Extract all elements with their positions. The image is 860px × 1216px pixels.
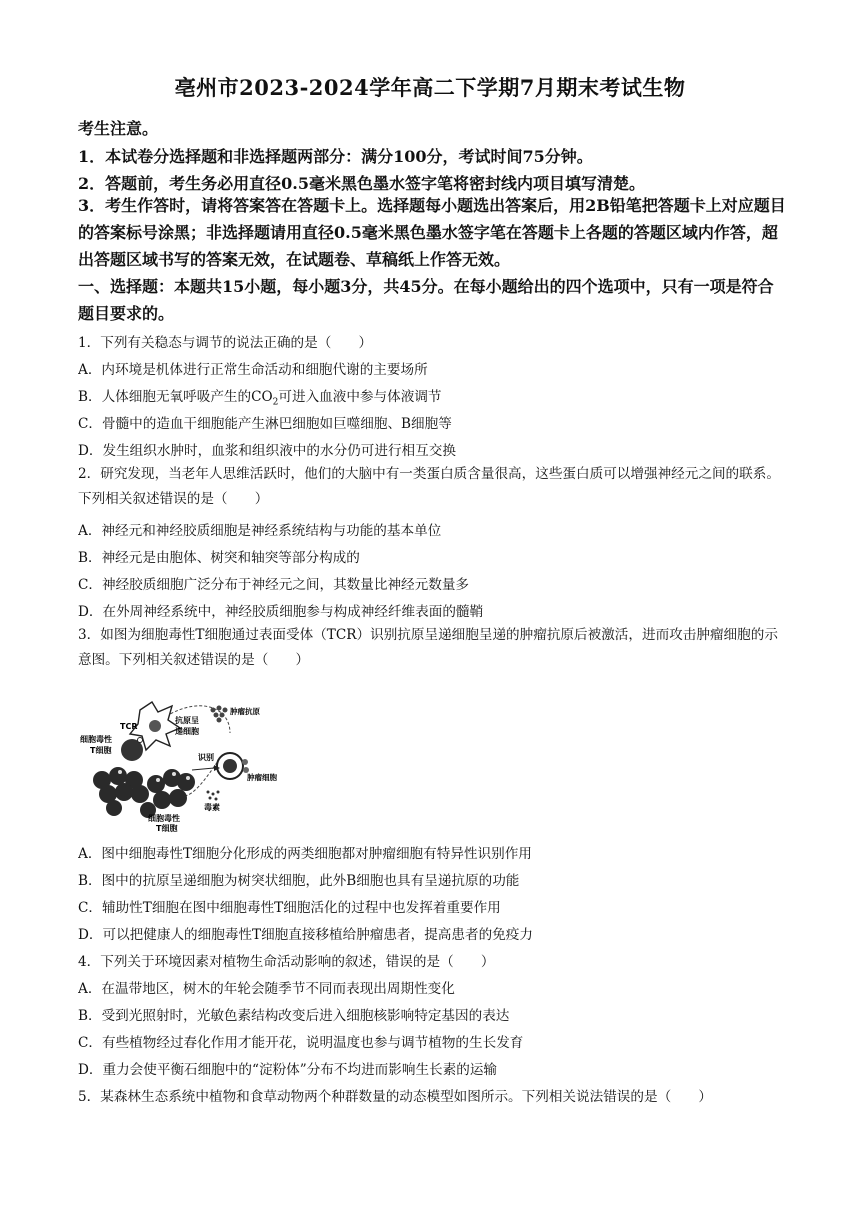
label-recognize: 识别 — [198, 753, 214, 762]
q4-option-a: A．在温带地区，树木的年轮会随季节不同而表现出周期性变化 — [78, 981, 455, 997]
q2-option-b: B．神经元是由胞体、树突和轴突等部分构成的 — [78, 550, 360, 566]
label-ctl-bottom-1: 细胞毒性 — [148, 814, 180, 823]
q3-stem: 3．如图为细胞毒性T细胞通过表面受体（TCR）识别抗原呈递细胞呈递的肿瘤抗原后被激活，进而攻击肿瘤细胞的示意图。下列相关叙述错误的是（ ） — [78, 627, 778, 668]
label-ctl-bottom-2: T细胞 — [156, 824, 178, 833]
label-apc-1: 抗原呈 — [175, 716, 199, 725]
q4-option-c: C．有些植物经过春化作用才能开花，说明温度也参与调节植物的生长发育 — [78, 1035, 524, 1051]
label-ctl-top-2: T细胞 — [90, 746, 112, 755]
notice-header: 考生注意。 — [78, 119, 159, 138]
q4-stem: 4．下列关于环境因素对植物生命活动影响的叙述，错误的是（ ） — [78, 954, 495, 970]
page-title: 亳州市2023-2024学年高二下学期7月期末考试生物 — [174, 75, 686, 100]
label-tcr: TCR — [120, 722, 138, 731]
q5-stem: 5．某森林生态系统中植物和食草动物两个种群数量的动态模型如图所示。下列相关说法错误的是（ ） — [78, 1089, 712, 1105]
q4-option-b: B．受到光照射时，光敏色素结构改变后进入细胞核影响特定基因的表达 — [78, 1008, 510, 1024]
q3-option-c: C．辅助性T细胞在图中细胞毒性T细胞活化的过程中也发挥着重要作用 — [78, 900, 501, 916]
q2-option-d: D．在外周神经系统中，神经胶质细胞参与构成神经纤维表面的髓鞘 — [78, 604, 484, 620]
immune-response-diagram — [80, 688, 280, 834]
section-heading: 一、选择题：本题共15小题，每小题3分，共45分。在每小题给出的四个选项中，只有一项是符合题目要求的。 — [78, 277, 774, 323]
q2-option-a: A．神经元和神经胶质细胞是神经系统结构与功能的基本单位 — [78, 523, 442, 539]
q2-stem: 2．研究发现，当老年人思维活跃时，他们的大脑中有一类蛋白质含量很高，这些蛋白质可以增强神经元之间的联系。下列相关叙述错误的是（ ） — [78, 466, 780, 507]
label-tumor-antigen: 肿瘤抗原 — [230, 707, 260, 716]
q3-option-a: A．图中细胞毒性T细胞分化形成的两类细胞都对肿瘤细胞有特异性识别作用 — [78, 846, 532, 862]
notice-item-1: 1．本试卷分选择题和非选择题两部分：满分100分，考试时间75分钟。 — [78, 147, 593, 166]
label-ctl-top-1: 细胞毒性 — [80, 735, 112, 744]
q1-option-b: B．人体细胞无氧呼吸产生的$CO_2$可进入血液中参与体液调节 — [78, 389, 442, 408]
q1-option-a: A．内环境是机体进行正常生命活动和细胞代谢的主要场所 — [78, 362, 428, 378]
q1-option-d: D．发生组织水肿时，血浆和组织液中的水分仍可进行相互交换 — [78, 443, 456, 459]
notice-item-2: 2．答题前，考生务必用直径0.5毫米黑色墨水签字笔将密封线内项目填写清楚。 — [78, 174, 645, 193]
label-tumor-cell: 肿瘤细胞 — [247, 773, 277, 782]
q2-option-c: C．神经胶质细胞广泛分布于神经元之间，其数量比神经元数量多 — [78, 577, 470, 593]
q4-option-d: D．重力会使平衡石细胞中的“淀粉体”分布不均进而影响生长素的运输 — [78, 1062, 498, 1078]
label-apc-2: 递细胞 — [175, 727, 199, 736]
q1-stem: 1．下列有关稳态与调节的说法正确的是（ ） — [78, 335, 373, 351]
q3-option-b: B．图中的抗原呈递细胞为树突状细胞，此外B细胞也具有呈递抗原的功能 — [78, 873, 520, 889]
label-toxin: 毒素 — [204, 803, 220, 812]
notice-item-3: 3．考生作答时，请将答案答在答题卡上。选择题每小题选出答案后，用2B铅笔把答题卡上对应题目的答案标号涂黑；非选择题请用直径0.5毫米黑色墨水签字笔在答题卡上各题的答题区域内作答，超出答题区域书写的答案无效，在试题卷、草稿纸上作答无效。 — [78, 196, 786, 269]
q3-option-d: D．可以把健康人的细胞毒性T细胞直接移植给肿瘤患者，提高患者的免疫力 — [78, 927, 533, 943]
q1-option-c: C．骨髓中的造血干细胞能产生淋巴细胞如巨噬细胞、B细胞等 — [78, 416, 452, 432]
